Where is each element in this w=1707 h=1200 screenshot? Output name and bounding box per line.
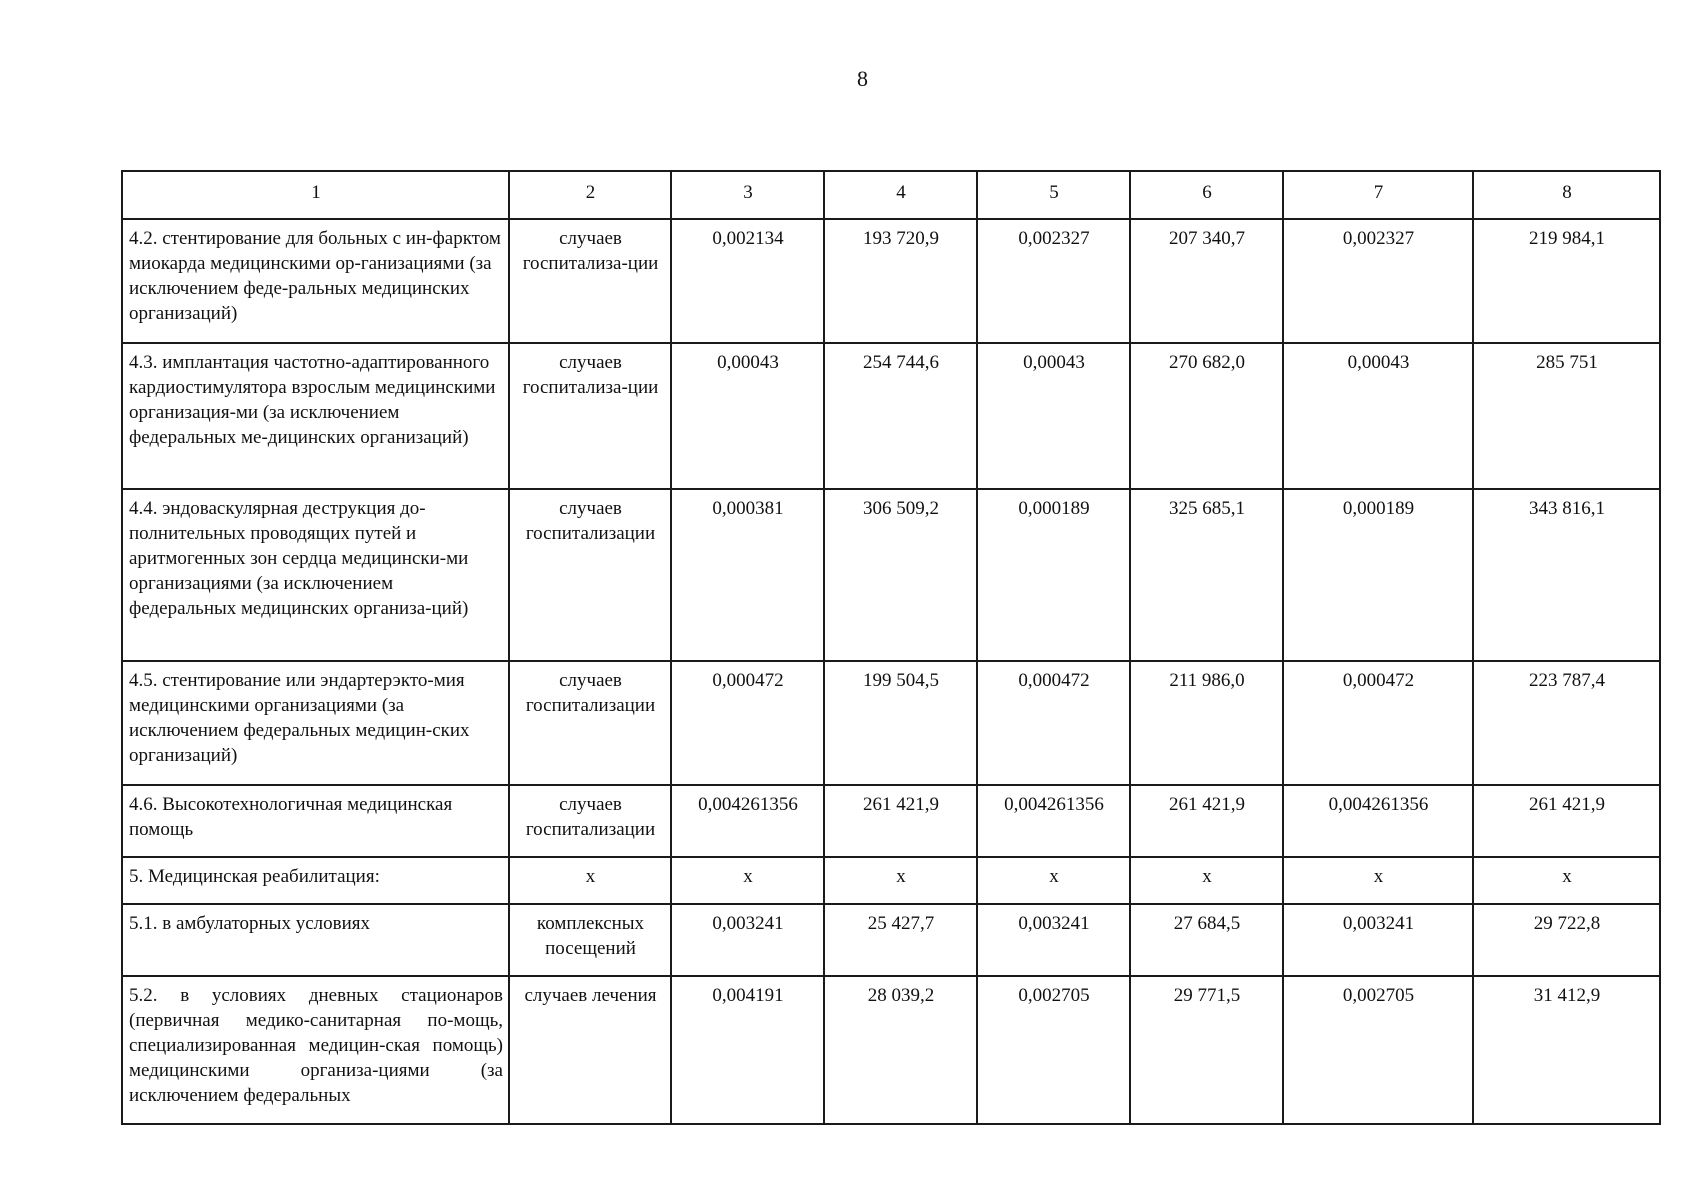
row-value: 0,003241	[1283, 904, 1473, 976]
row-name: 4.2. стентирование для больных с ин-фарктом миокарда медицинскими ор-ганизациями (за исключением феде-ральных медицинских организаций)	[122, 219, 509, 343]
row-value: 0,004191	[671, 976, 824, 1124]
row-name: 4.3. имплантация частотно-адаптированного кардиостимулятора взрослым медицинскими организация-ми (за исключением федеральных ме-дицинских организаций)	[122, 343, 509, 489]
row-value: 219 984,1	[1473, 219, 1660, 343]
row-value: 0,00043	[671, 343, 824, 489]
row-value: 0,000189	[977, 489, 1130, 661]
row-unit: случаев госпитализа-ции	[509, 343, 671, 489]
row-value: 27 684,5	[1130, 904, 1283, 976]
row-value: 29 771,5	[1130, 976, 1283, 1124]
row-value: 25 427,7	[824, 904, 977, 976]
row-name: 5.1. в амбулаторных условиях	[122, 904, 509, 976]
row-unit: случаев лечения	[509, 976, 671, 1124]
row-value: 261 421,9	[1473, 785, 1660, 857]
table-row	[122, 857, 1660, 904]
row-value: 0,000472	[671, 661, 824, 785]
row-value: х	[1283, 857, 1473, 904]
row-value: 0,004261356	[671, 785, 824, 857]
table-row	[122, 489, 1660, 661]
row-value: 0,002327	[977, 219, 1130, 343]
row-value: х	[1473, 857, 1660, 904]
row-value: 0,002705	[977, 976, 1130, 1124]
row-value: 0,003241	[977, 904, 1130, 976]
row-value: 0,000189	[1283, 489, 1473, 661]
column-number: 4	[824, 171, 977, 219]
row-value: х	[824, 857, 977, 904]
row-value: 0,003241	[671, 904, 824, 976]
row-value: х	[1130, 857, 1283, 904]
row-value: 211 986,0	[1130, 661, 1283, 785]
table-row	[122, 661, 1660, 785]
row-unit: случаев госпитализа-ции	[509, 219, 671, 343]
table-row	[122, 904, 1660, 976]
row-value: 199 504,5	[824, 661, 977, 785]
column-number: 1	[122, 171, 509, 219]
row-name: 5.2. в условиях дневных стационаров (первичная медико-санитарная по-мощь, специализированная медицин-ская помощь) медицинскими организа-циями (за исключением федеральных	[122, 976, 509, 1124]
row-value: 285 751	[1473, 343, 1660, 489]
row-value: 254 744,6	[824, 343, 977, 489]
row-unit: случаев госпитализации	[509, 489, 671, 661]
row-value: 261 421,9	[1130, 785, 1283, 857]
column-number: 7	[1283, 171, 1473, 219]
row-value: х	[977, 857, 1130, 904]
row-value: х	[671, 857, 824, 904]
table-row	[122, 343, 1660, 489]
column-number-row	[122, 171, 1660, 219]
row-value: 207 340,7	[1130, 219, 1283, 343]
row-value: 0,00043	[1283, 343, 1473, 489]
row-value: 193 720,9	[824, 219, 977, 343]
row-unit: комплексных посещений	[509, 904, 671, 976]
table-row	[122, 976, 1660, 1124]
table-row	[122, 785, 1660, 857]
row-value: 0,000472	[977, 661, 1130, 785]
row-value: 270 682,0	[1130, 343, 1283, 489]
row-value: 223 787,4	[1473, 661, 1660, 785]
row-value: 28 039,2	[824, 976, 977, 1124]
column-number: 2	[509, 171, 671, 219]
row-name: 4.6. Высокотехнологичная медицинская помощь	[122, 785, 509, 857]
table-row	[122, 219, 1660, 343]
column-number: 8	[1473, 171, 1660, 219]
row-value: 325 685,1	[1130, 489, 1283, 661]
row-name: 4.4. эндоваскулярная деструкция до-полнительных проводящих путей и аритмогенных зон сердца медицински-ми организациями (за исключением федеральных медицинских организа-ций)	[122, 489, 509, 661]
row-value: 0,004261356	[977, 785, 1130, 857]
row-value: 0,00043	[977, 343, 1130, 489]
row-value: 0,002327	[1283, 219, 1473, 343]
column-number: 5	[977, 171, 1130, 219]
row-value: 306 509,2	[824, 489, 977, 661]
row-unit: случаев госпитализации	[509, 661, 671, 785]
data-table	[121, 170, 1661, 1125]
row-value: 0,000472	[1283, 661, 1473, 785]
row-name: 4.5. стентирование или эндартерэкто-мия медицинскими организациями (за исключением федеральных медицин-ских организаций)	[122, 661, 509, 785]
row-value: 0,002134	[671, 219, 824, 343]
row-value: 0,000381	[671, 489, 824, 661]
row-value: 31 412,9	[1473, 976, 1660, 1124]
column-number: 3	[671, 171, 824, 219]
column-number: 6	[1130, 171, 1283, 219]
row-name: 5. Медицинская реабилитация:	[122, 857, 509, 904]
row-unit: х	[509, 857, 671, 904]
page-number: 8	[857, 66, 868, 91]
row-value: 261 421,9	[824, 785, 977, 857]
row-unit: случаев госпитализации	[509, 785, 671, 857]
row-value: 29 722,8	[1473, 904, 1660, 976]
row-value: 343 816,1	[1473, 489, 1660, 661]
row-value: 0,002705	[1283, 976, 1473, 1124]
row-value: 0,004261356	[1283, 785, 1473, 857]
